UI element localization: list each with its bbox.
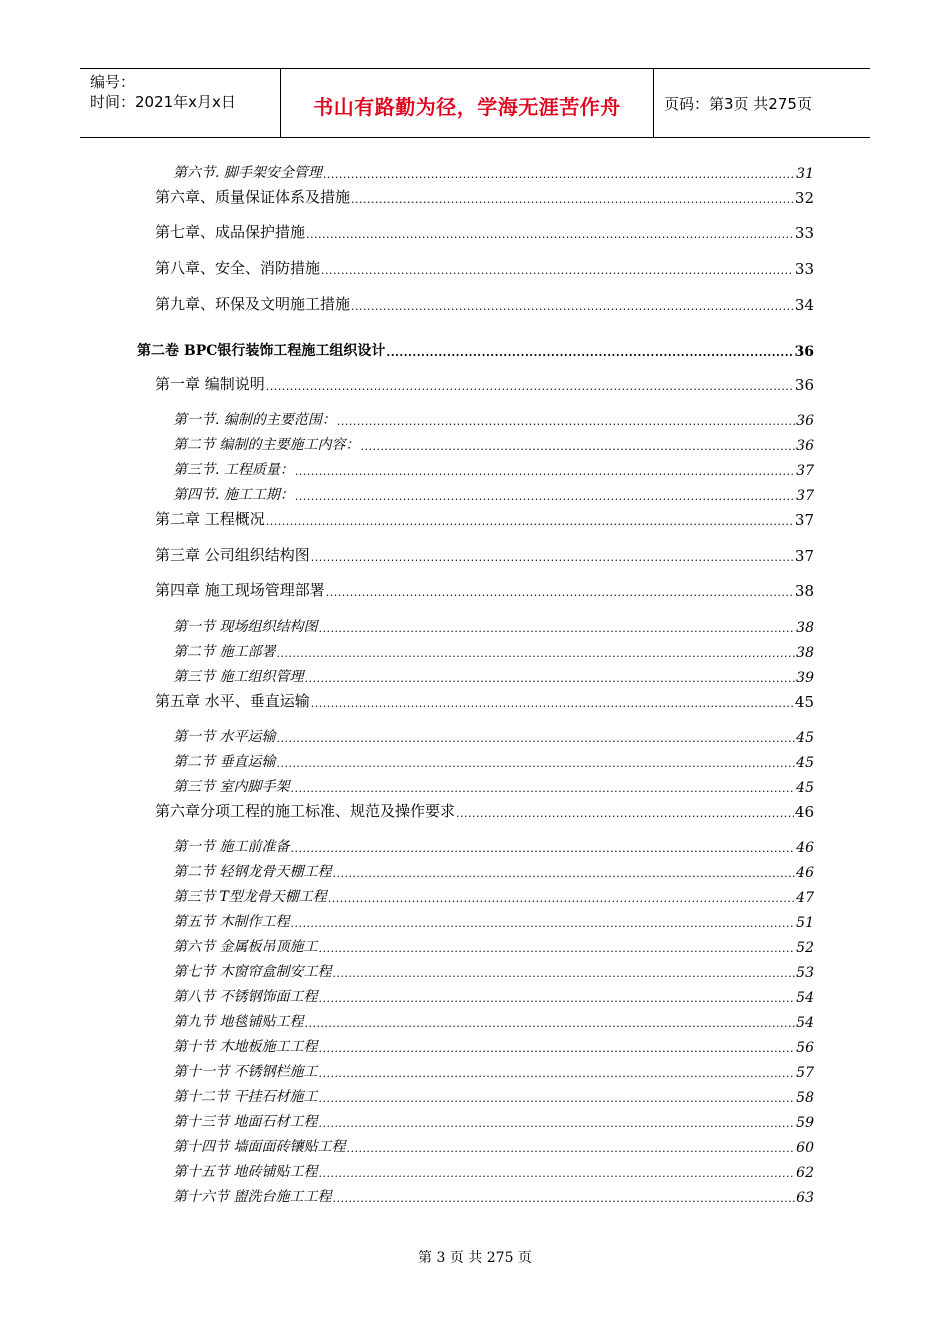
toc-entry-page: 47 [796,890,814,906]
toc-entry-page: 57 [796,1065,814,1081]
toc-entry[interactable] [173,639,814,661]
toc-dot-leader [360,440,795,454]
toc-entry-title: 第十六节 盥洗台施工工程 [173,1189,332,1205]
toc-entry-title: 第十五节 地砖铺贴工程 [173,1164,318,1180]
toc-entry-page: 39 [796,670,814,686]
toc-dot-leader [318,622,795,636]
toc-entry-page: 45 [794,693,814,711]
toc-dot-leader [266,380,794,394]
header-page-number: 页码：第3页 共275页 [664,95,812,113]
toc-entry[interactable] [155,689,814,711]
toc-entry-title: 第一节 施工前准备 [173,839,290,855]
toc-entry-title: 第一章 编制说明 [155,375,265,393]
toc-entry[interactable] [173,664,814,686]
toc-dot-leader [276,732,795,746]
toc-entry[interactable] [173,482,814,504]
toc-dot-leader [318,1042,795,1056]
toc-entry-title: 第三节 T型龙骨天棚工程 [173,889,327,905]
toc-entry-page: 59 [796,1115,814,1131]
toc-entry-page: 36 [796,438,814,454]
toc-entry-page: 62 [796,1165,814,1181]
toc-entry-title: 第一节 现场组织结构图 [173,619,318,635]
toc-dot-leader [266,515,794,529]
toc-entry-page: 56 [796,1040,814,1056]
toc-entry[interactable] [155,507,814,529]
toc-entry[interactable] [173,1034,814,1056]
toc-dot-leader [276,647,795,661]
toc-dot-leader [290,782,795,796]
toc-entry-page: 34 [794,296,814,314]
toc-dot-leader [306,228,794,242]
toc-entry-page: 36 [794,376,814,394]
toc-entry-title: 第四章 施工现场管理部署 [155,581,325,599]
toc-dot-leader [304,672,795,686]
toc-entry-page: 37 [796,488,814,504]
toc-dot-leader [318,1092,795,1106]
toc-entry-title: 第十节 木地板施工工程 [173,1039,318,1055]
toc-entry-page: 33 [794,260,814,278]
toc-entry-title: 第二章 工程概况 [155,510,265,528]
toc-entry-title: 第七节 木窗帘盒制安工程 [173,964,332,980]
toc-dot-leader [311,697,794,711]
toc-entry-page: 45 [796,730,814,746]
toc-entry[interactable] [173,749,814,771]
toc-entry[interactable] [173,1134,814,1156]
toc-entry[interactable] [173,984,814,1006]
toc-dot-leader [304,1017,795,1031]
toc-dot-leader [351,300,794,314]
toc-entry[interactable] [173,1009,814,1031]
toc-entry-title: 第八节 不锈钢饰面工程 [173,989,318,1005]
toc-entry-page: 36 [794,344,814,360]
toc-entry-page: 31 [796,166,814,182]
toc-dot-leader [332,967,795,981]
toc-entry[interactable] [173,1184,814,1206]
toc-entry[interactable] [155,292,814,314]
toc-entry-page: 33 [794,224,814,242]
toc-entry-title: 第三节 室内脚手架 [173,779,290,795]
toc-dot-leader [318,992,795,1006]
toc-entry-page: 46 [796,840,814,856]
toc-entry-title: 第六节 金属板吊顶施工 [173,939,318,955]
toc-entry-title: 第四节. 施工工期： [173,487,294,503]
toc-entry-title: 第九章、环保及文明施工措施 [155,295,351,313]
toc-entry-title: 第六章分项工程的施工标准、规范及操作要求 [155,802,456,820]
toc-entry-page: 58 [796,1090,814,1106]
page-footer: 第 3 页 共 275 页 [418,1250,532,1266]
toc-dot-leader [311,551,794,565]
toc-dot-leader [337,415,795,429]
toc-entry-title: 第八章、安全、消防措施 [155,259,321,277]
toc-entry-title: 第三章 公司组织结构图 [155,546,310,564]
toc-entry-page: 53 [796,965,814,981]
toc-entry-title: 第二节 施工部署 [173,644,276,660]
toc-entry-title: 第一节. 编制的主要范围： [173,412,336,428]
toc-entry[interactable] [173,884,814,906]
toc-entry[interactable] [173,959,814,981]
toc-entry[interactable] [173,1159,814,1181]
toc-entry-page: 32 [794,189,814,207]
toc-entry-page: 54 [796,1015,814,1031]
toc-entry[interactable] [173,724,814,746]
toc-dot-leader [290,917,795,931]
document-date-label: 时间：2021年x月x日 [90,93,236,111]
toc-entry[interactable] [173,160,814,182]
toc-dot-leader [318,1167,795,1181]
toc-entry-title: 第五节 木制作工程 [173,914,290,930]
toc-entry-page: 46 [794,803,814,821]
toc-entry-title: 第三节 施工组织管理 [173,669,304,685]
toc-entry-title: 第十二节 干挂石材施工 [173,1089,318,1105]
toc-entry[interactable] [155,799,814,821]
toc-entry-page: 46 [796,865,814,881]
toc-dot-leader [318,1117,795,1131]
toc-entry-title: 第二卷 BPC银行装饰工程施工组织设计 [137,343,386,359]
toc-entry-title: 第十三节 地面石材工程 [173,1114,318,1130]
toc-entry-page: 45 [796,780,814,796]
toc-dot-leader [328,892,795,906]
toc-entry-title: 第一节 水平运输 [173,729,276,745]
toc-entry-page: 54 [796,990,814,1006]
header-motto: 书山有路勤为径，学海无涯苦作舟 [313,95,621,119]
toc-dot-leader [321,264,794,278]
toc-entry-page: 45 [796,755,814,771]
toc-entry-page: 60 [796,1140,814,1156]
toc-dot-leader [386,346,793,360]
toc-entry[interactable] [155,578,814,600]
toc-entry-page: 63 [796,1190,814,1206]
toc-entry-title: 第三节. 工程质量： [173,462,294,478]
toc-entry-title: 第十一节 不锈钢栏施工 [173,1064,318,1080]
toc-entry[interactable] [155,220,814,242]
toc-entry[interactable] [173,859,814,881]
toc-dot-leader [326,586,794,600]
toc-dot-leader [346,1142,795,1156]
toc-dot-leader [276,757,795,771]
toc-entry-page: 37 [794,547,814,565]
toc-dot-leader [318,1067,795,1081]
toc-entry[interactable] [137,338,814,360]
toc-entry-page: 52 [796,940,814,956]
toc-entry[interactable] [173,407,814,429]
toc-entry[interactable] [173,1084,814,1106]
toc-entry-title: 第六章、质量保证体系及措施 [155,188,351,206]
toc-dot-leader [323,168,795,182]
toc-entry[interactable] [155,543,814,565]
toc-dot-leader [318,942,795,956]
toc-entry-page: 36 [796,413,814,429]
toc-entry[interactable] [173,614,814,636]
toc-dot-leader [332,867,795,881]
document-code-label: 编号： [90,73,136,91]
toc-entry-title: 第二节 轻钢龙骨天棚工程 [173,864,332,880]
toc-entry-title: 第五章 水平、垂直运输 [155,692,310,710]
toc-entry-title: 第九节 地毯铺贴工程 [173,1014,304,1030]
toc-entry-title: 第二节 垂直运输 [173,754,276,770]
toc-dot-leader [332,1192,795,1206]
toc-dot-leader [351,193,794,207]
toc-dot-leader [295,465,795,479]
toc-entry[interactable] [173,909,814,931]
toc-entry-title: 第六节. 脚手架安全管理 [173,165,322,181]
toc-entry-title: 第七章、成品保护措施 [155,223,306,241]
toc-dot-leader [290,842,795,856]
toc-entry-page: 37 [794,511,814,529]
toc-entry[interactable] [173,774,814,796]
toc-entry[interactable] [173,934,814,956]
toc-entry[interactable] [173,1059,814,1081]
toc-entry-page: 37 [796,463,814,479]
toc-dot-leader [456,807,794,821]
toc-dot-leader [295,490,795,504]
toc-entry[interactable] [155,372,814,394]
toc-entry-page: 51 [796,915,814,931]
toc-entry-title: 第二节 编制的主要施工内容： [173,437,360,453]
toc-entry[interactable] [155,185,814,207]
toc-entry[interactable] [173,432,814,454]
toc-entry-page: 38 [796,645,814,661]
toc-entry-title: 第十四节 墙面面砖镶贴工程 [173,1139,346,1155]
toc-entry[interactable] [155,256,814,278]
toc-entry[interactable] [173,1109,814,1131]
toc-entry[interactable] [173,457,814,479]
toc-entry[interactable] [173,834,814,856]
toc-entry-page: 38 [794,582,814,600]
toc-entry-page: 38 [796,620,814,636]
